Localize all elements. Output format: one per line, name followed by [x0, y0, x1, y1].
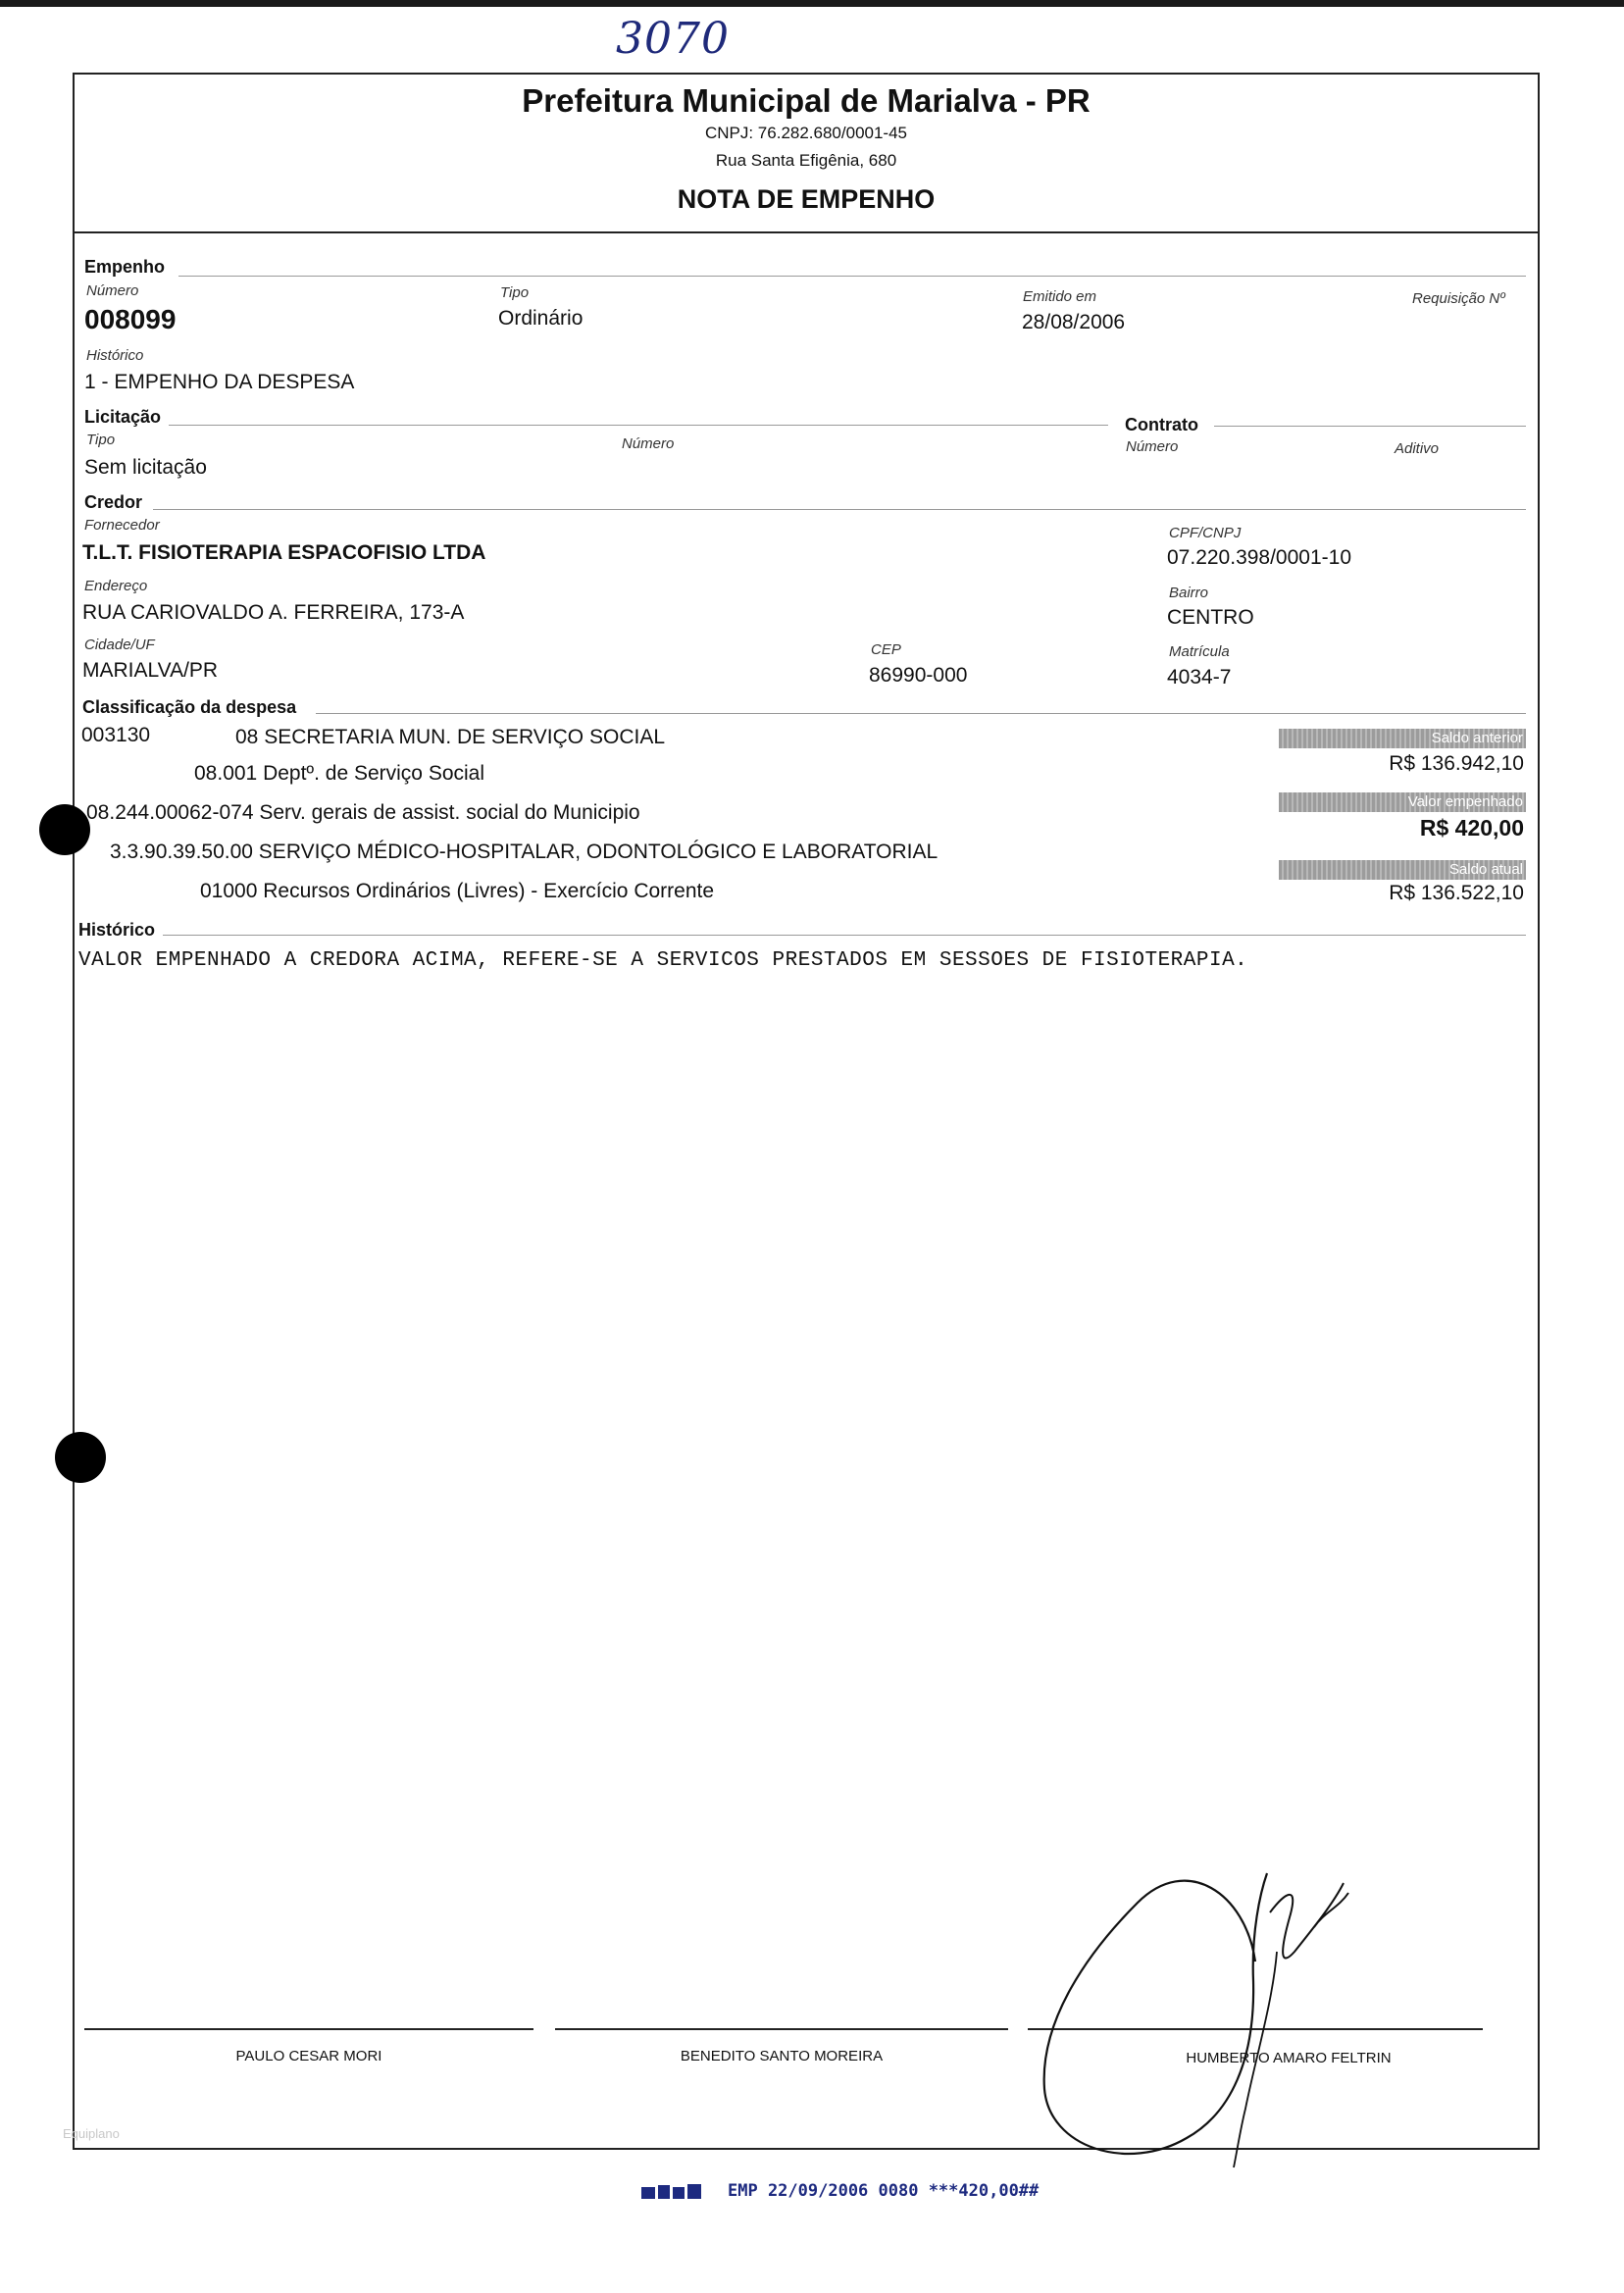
section-classificacao: Classificação da despesa	[82, 697, 297, 717]
signature-name-1: PAULO CESAR MORI	[235, 2048, 382, 2064]
numero-label: Número	[86, 282, 139, 299]
empenho-emitido: 28/08/2006	[1022, 311, 1126, 333]
credor-cidade: MARIALVA/PR	[82, 659, 219, 682]
section-rule	[169, 425, 1108, 426]
section-historico: Histórico	[78, 920, 156, 940]
credor-cpf: 07.220.398/0001-10	[1167, 546, 1352, 569]
credor-matricula: 4034-7	[1167, 666, 1232, 688]
section-rule	[163, 935, 1526, 936]
section-rule	[316, 713, 1526, 714]
scan-top-edge	[0, 0, 1624, 7]
valor-empenhado-label: Valor empenhado	[1279, 792, 1526, 812]
classificacao-unidade: 08.001 Deptº. de Serviço Social	[194, 762, 485, 785]
signature-line	[555, 2028, 1008, 2030]
cep-label: CEP	[871, 641, 901, 658]
section-rule	[153, 509, 1526, 510]
software-watermark: Equiplano	[63, 2126, 120, 2141]
signature-name-3: HUMBERTO AMARO FELTRIN	[1186, 2050, 1392, 2066]
header-cnpj: CNPJ: 76.282.680/0001-45	[704, 124, 908, 142]
classificacao-code: 003130	[81, 724, 151, 746]
bairro-label: Bairro	[1169, 585, 1209, 601]
credor-cep: 86990-000	[869, 664, 968, 687]
punch-hole	[55, 1432, 106, 1483]
historico-empenho-label: Histórico	[86, 347, 144, 364]
saldo-anterior-label: Saldo anterior	[1279, 729, 1526, 748]
credor-fornecedor: T.L.T. FISIOTERAPIA ESPACOFISIO LTDA	[82, 541, 486, 564]
requisicao-label: Requisição Nº	[1412, 290, 1505, 307]
header-divider	[73, 231, 1540, 233]
signature-name-2: BENEDITO SANTO MOREIRA	[680, 2048, 884, 2064]
emitido-label: Emitido em	[1023, 288, 1097, 305]
cidade-label: Cidade/UF	[84, 637, 155, 653]
document-title: NOTA DE EMPENHO	[677, 184, 936, 214]
handwritten-signature	[1020, 1834, 1393, 2177]
handwritten-annotation: 3070	[616, 14, 730, 64]
saldo-atual-label: Saldo atual	[1279, 860, 1526, 880]
licitacao-tipo: Sem licitação	[84, 456, 207, 479]
saldo-atual-value: R$ 136.522,10	[1389, 882, 1524, 904]
stamp-logo-icon	[641, 2181, 704, 2203]
classificacao-recurso: 01000 Recursos Ordinários (Livres) - Exercício Corrente	[200, 880, 715, 902]
section-rule	[1214, 426, 1526, 427]
valor-empenhado-value: R$ 420,00	[1419, 815, 1524, 841]
fornecedor-label: Fornecedor	[84, 517, 160, 534]
endereco-label: Endereço	[84, 578, 148, 594]
contrato-numero-label: Número	[1126, 438, 1179, 455]
section-credor: Credor	[84, 492, 143, 512]
punch-hole	[39, 804, 90, 855]
credor-bairro: CENTRO	[1167, 606, 1254, 629]
section-empenho: Empenho	[84, 257, 166, 277]
licitacao-tipo-label: Tipo	[86, 432, 116, 448]
mechanical-stamp: EMP 22/09/2006 0080 ***420,00##	[728, 2181, 1040, 2201]
classificacao-elemento: 3.3.90.39.50.00 SERVIÇO MÉDICO-HOSPITALAR, ODONTOLÓGICO E LABORATORIAL	[110, 841, 939, 863]
contrato-aditivo-label: Aditivo	[1395, 440, 1440, 457]
section-rule	[178, 276, 1526, 277]
classificacao-funcional: 08.244.00062-074 Serv. gerais de assist. social do Municipio	[86, 801, 640, 824]
licitacao-numero-label: Número	[622, 435, 675, 452]
page-title: Prefeitura Municipal de Marialva - PR	[522, 82, 1091, 119]
matricula-label: Matrícula	[1169, 643, 1230, 660]
historico-text: VALOR EMPENHADO A CREDORA ACIMA, REFERE-SE A SERVICOS PRESTADOS EM SESSOES DE FISIOTERAPIA.	[78, 949, 1248, 972]
section-licitacao: Licitação	[84, 407, 162, 427]
classificacao-orgao: 08 SECRETARIA MUN. DE SERVIÇO SOCIAL	[235, 726, 666, 748]
header-address: Rua Santa Efigênia, 680	[715, 151, 897, 170]
section-contrato: Contrato	[1125, 415, 1198, 434]
empenho-tipo: Ordinário	[498, 307, 584, 330]
empenho-numero: 008099	[84, 304, 177, 334]
signature-line	[84, 2028, 533, 2030]
empenho-historico: 1 - EMPENHO DA DESPESA	[84, 371, 355, 393]
tipo-label: Tipo	[500, 284, 530, 301]
cpf-label: CPF/CNPJ	[1169, 525, 1242, 541]
credor-endereco: RUA CARIOVALDO A. FERREIRA, 173-A	[82, 601, 465, 624]
saldo-anterior-value: R$ 136.942,10	[1389, 752, 1524, 775]
